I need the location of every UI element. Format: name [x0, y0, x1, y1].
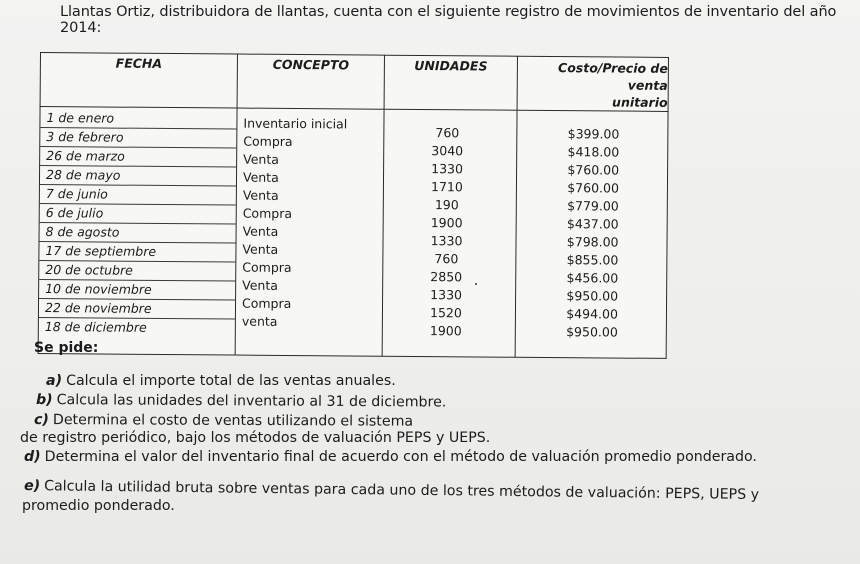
- costo-cell: $779.00: [567, 198, 619, 214]
- fecha-cell: 7 de junio: [40, 185, 236, 206]
- fecha-cell: 26 de marzo: [40, 147, 236, 168]
- question-a-label: a): [46, 373, 63, 389]
- unidades-list: [383, 112, 517, 341]
- question-b: [36, 392, 446, 412]
- inventory-table: [38, 52, 669, 359]
- intro-line-2: 2014:: [60, 20, 102, 36]
- table-header-row: [40, 53, 668, 112]
- fecha-cell: 20 de octubre: [39, 261, 235, 282]
- header-fecha: FECHA: [40, 53, 237, 109]
- unidades-cell: 1520: [430, 305, 462, 321]
- question-c-text-2: de registro periódico, bajo los métodos de valuación PEPS y UEPS.: [20, 430, 491, 446]
- concepto-cell: Venta: [242, 223, 279, 239]
- unidades-cell: 760: [434, 251, 459, 267]
- question-c-continued: [20, 430, 490, 447]
- unidades-cell: 1330: [431, 161, 464, 177]
- unidades-cell: 760: [435, 125, 460, 141]
- question-e-text-1: Calcula la utilidad bruta sobre ventas para cada uno de los tres métodos de valuación: PEPS, UEPS y: [44, 478, 760, 503]
- costo-cell: $494.00: [566, 306, 619, 322]
- concepto-cell: Venta: [242, 187, 279, 203]
- concepto-cell: Venta: [242, 169, 279, 185]
- concepto-column: [235, 108, 384, 356]
- concepto-cell: Venta: [243, 151, 279, 167]
- question-d-text: Determina el valor del inventario final de acuerdo con el método de valuación promedio ponderado.: [44, 449, 757, 465]
- header-unidades: UNIDADES: [384, 55, 517, 110]
- fecha-cell: 6 de julio: [40, 204, 236, 225]
- unidades-cell: 1900: [429, 323, 462, 339]
- question-b-text: Calcula las unidades del inventario al 31 de diciembre.: [56, 392, 447, 411]
- fecha-column: [38, 107, 237, 356]
- concepto-cell: venta: [241, 313, 278, 329]
- costo-cell: $456.00: [566, 270, 619, 286]
- costo-cell: $760.00: [567, 162, 620, 178]
- costo-column: [515, 110, 668, 358]
- costo-cell: $950.00: [566, 324, 618, 340]
- unidades-cell: 2850: [430, 269, 463, 285]
- question-c-label: c): [33, 412, 49, 429]
- question-c: [34, 412, 413, 431]
- fecha-cell: 3 de febrero: [40, 128, 236, 149]
- concepto-cell: Compra: [242, 259, 292, 275]
- question-b-label: b): [35, 392, 53, 409]
- question-e-label: e): [23, 478, 41, 495]
- questions-heading: Se pide:: [34, 340, 99, 356]
- intro-line-1: Llantas Ortiz, distribuidora de llantas, cuenta con el siguiente registro de movimientos de inventario del año: [60, 4, 837, 20]
- concepto-cell: Compra: [242, 205, 293, 221]
- pen-mark: [475, 283, 477, 285]
- question-e-continued: [22, 498, 175, 515]
- unidades-cell: 1330: [430, 233, 463, 249]
- fecha-cell: 28 de mayo: [40, 166, 236, 187]
- concepto-cell: Compra: [243, 133, 293, 149]
- fecha-cell: 17 de septiembre: [39, 242, 235, 263]
- unidades-cell: 3040: [431, 143, 464, 159]
- fecha-cell: 18 de diciembre: [44, 319, 147, 335]
- unidades-cell: 1710: [430, 179, 463, 195]
- intro-paragraph: [60, 4, 850, 36]
- header-costo: [517, 56, 668, 111]
- unidades-cell: 190: [434, 197, 459, 213]
- concepto-cell: Venta: [242, 241, 279, 257]
- fecha-cell: 8 de agosto: [40, 223, 236, 244]
- question-d: [24, 449, 757, 466]
- concepto-list: [236, 111, 384, 332]
- question-a: [46, 373, 396, 390]
- concepto-cell: Compra: [241, 295, 292, 311]
- header-concepto: CONCEPTO: [237, 54, 384, 109]
- costo-cell: $798.00: [566, 234, 619, 250]
- unidades-cell: 1330: [430, 287, 463, 303]
- concepto-cell: Inventario inicial: [243, 115, 348, 132]
- unidades-cell: 1900: [430, 215, 463, 231]
- header-costo-line-2: unitario: [612, 94, 668, 110]
- costo-cell: $399.00: [567, 126, 620, 142]
- fecha-cell: 22 de noviembre: [39, 299, 235, 320]
- header-costo-line-1: Costo/Precio de venta: [558, 60, 668, 93]
- costo-cell: $437.00: [566, 216, 619, 232]
- question-e-text-2: promedio ponderado.: [22, 498, 175, 514]
- fecha-cell: 1 de enero: [40, 109, 236, 130]
- question-d-label: d): [24, 449, 41, 465]
- fecha-list: [39, 109, 237, 338]
- unidades-column: [382, 109, 517, 357]
- question-c-text-1: Determina el costo de ventas utilizando el sistema: [52, 412, 414, 430]
- question-a-text: Calcula el importe total de las ventas anuales.: [66, 373, 396, 389]
- costo-cell: $855.00: [566, 252, 619, 268]
- costo-cell: $760.00: [567, 180, 620, 196]
- costo-cell: $950.00: [566, 288, 619, 304]
- concepto-cell: Venta: [242, 277, 278, 293]
- table-body-row: [38, 107, 668, 359]
- costo-cell: $418.00: [567, 144, 620, 160]
- fecha-cell: 10 de noviembre: [39, 280, 235, 301]
- costo-list: [516, 113, 668, 342]
